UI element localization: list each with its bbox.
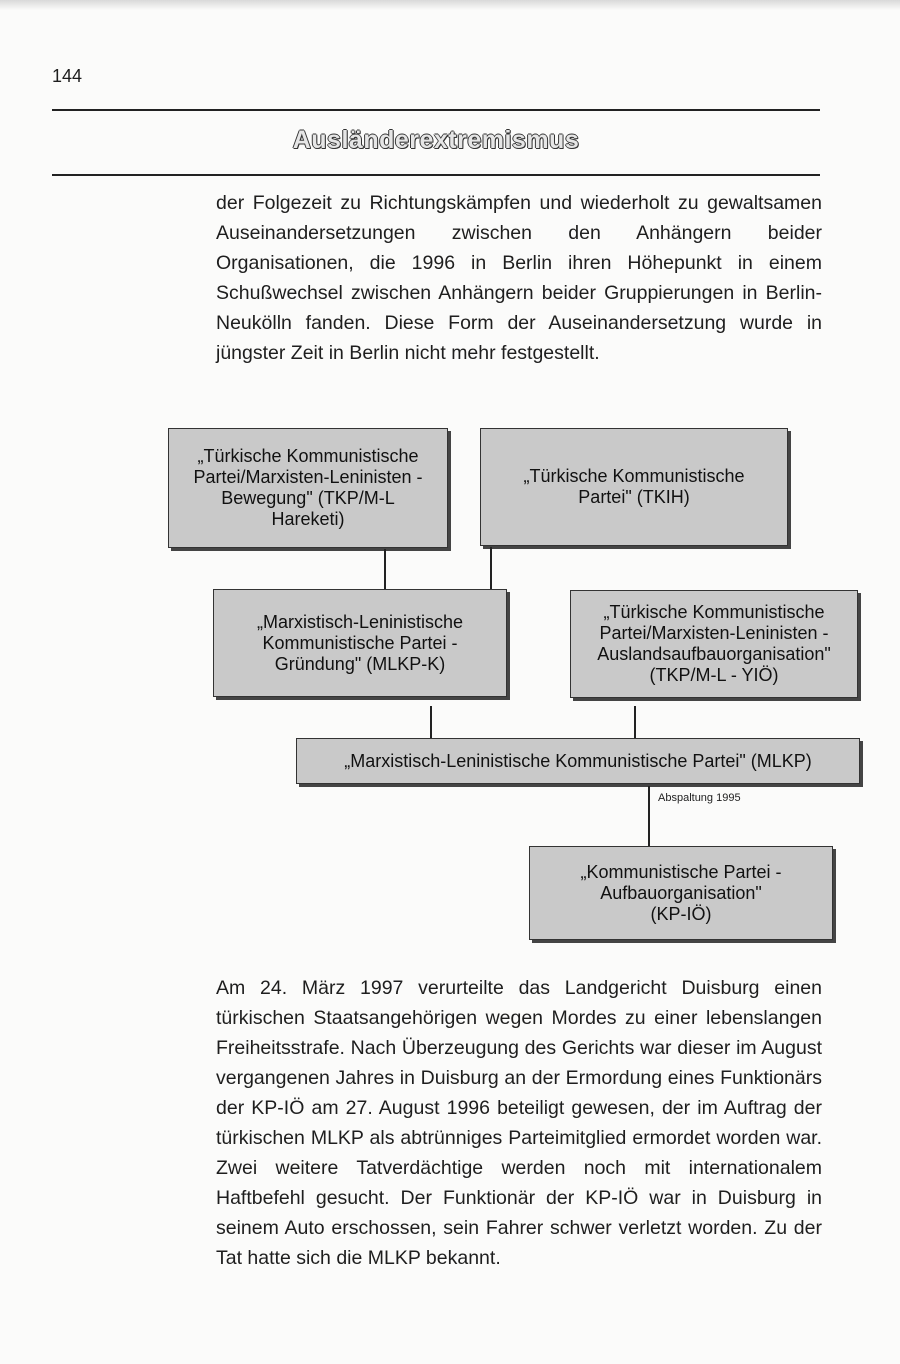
node-mlkp-k [213,589,507,697]
node-tkih [480,428,788,546]
node-tkp-ml-hareketi [168,428,448,548]
node-line: Auslandsaufbauorganisation" [597,644,831,664]
page-top-shadow [0,0,900,10]
header-rule-bottom [52,174,820,176]
node-line: Aufbauorganisation" [600,882,762,903]
connector-line [430,706,432,740]
paragraph-intro: der Folgezeit zu Richtungskämpfen und wiederholt zu gewaltsamen Auseinandersetzungen zwischen den Anhängern beider Organisationen, die 1996 in Berlin ihren Höhepunkt in einem Schußwechsel zwischen Anhängern beider Gruppierungen in Berlin-Neukölln fanden. Diese Form der Auseinandersetzung wurde in jüngster Zeit in Berlin nicht mehr festgestellt. [216,192,822,364]
node-line: Kommunistische Partei - [262,632,458,653]
paragraph-court-ruling: Am 24. März 1997 verurteilte das Landgericht Duisburg einen türkischen Staatsangehörigen wegen Mordes zu einer lebenslangen Freiheitsstrafe. Nach Überzeugung des Gerichts war dieser im August vergangenen Jahres in Duisburg an der Ermordung eines Funktionärs der KP-IÖ am 27. August 1996 beteiligt gewesen, der im Auftrag der türkischen MLKP als abtrünniges Parteimitglied ermordet worden war. Zwei weitere Tatverdächtige werden noch mit internationalem Haftbefehl gesucht. Der Funktionär der KP-IÖ war in Duisburg in seinem Auto erschossen, sein Fahrer schwer verletzt worden. Zu der Tat hatte sich die MLKP bekannt. [216,977,822,1269]
node-line: „Türkische Kommunistische [603,602,825,622]
connector-line [634,706,636,740]
node-line: Partei" (TKIH) [578,487,690,507]
node-line: Partei/Marxisten-Leninisten - [599,623,829,643]
node-line: (TKP/M-L - YIÖ) [649,665,779,685]
node-tkp-ml-yio [570,590,858,698]
node-line: Gründung" (MLKP-K) [274,653,446,674]
node-line: Bewegung" (TKP/M-L [221,488,395,508]
page-number: 144 [52,66,83,86]
node-line: Hareketi) [271,509,345,529]
node-kp-io [529,846,833,940]
connector-line [384,549,386,591]
node-mlkp [296,738,860,784]
node-line: Partei/Marxisten-Leninisten - [193,467,423,487]
running-head: Ausländerextremismus [292,126,580,154]
node-line: (KP-IÖ) [650,903,712,924]
node-line: „Türkische Kommunistische [197,446,419,466]
node-line: „Kommunistische Partei - [580,861,782,882]
node-line: „Marxistisch-Leninistische Kommunistische Partei" (MLKP) [344,750,812,771]
split-label: Abspaltung 1995 [658,792,741,804]
connector-line [490,547,492,591]
connector-line [648,786,650,848]
header-rule-top [52,109,820,111]
node-line: „Marxistisch-Leninistische [256,611,464,632]
node-line: „Türkische Kommunistische [523,466,745,486]
